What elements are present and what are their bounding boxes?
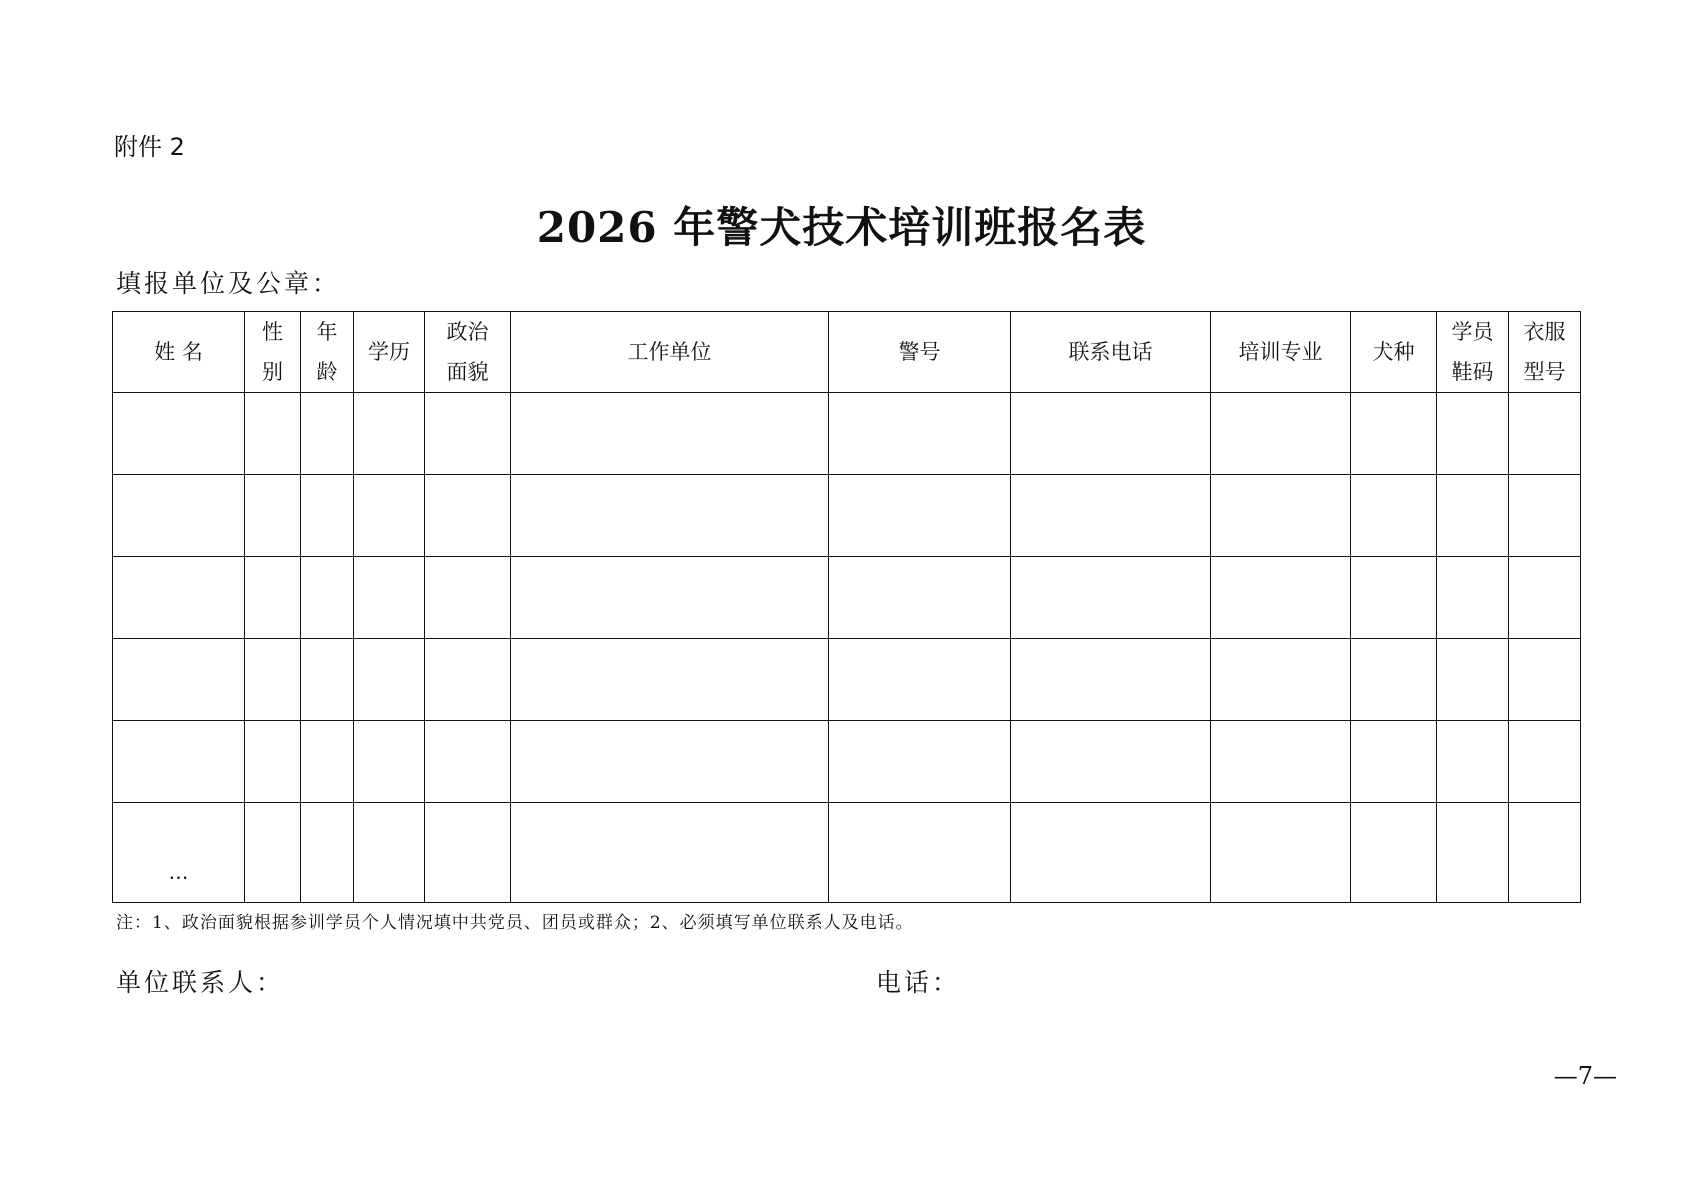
table-cell xyxy=(1351,475,1437,557)
table-cell xyxy=(301,721,354,803)
table-cell xyxy=(511,393,829,475)
table-cell xyxy=(829,803,1011,903)
table-cell xyxy=(113,475,245,557)
table-cell xyxy=(1437,639,1509,721)
table-cell xyxy=(829,639,1011,721)
table-cell xyxy=(1011,639,1211,721)
table-cell xyxy=(1351,721,1437,803)
phone-label: 电话： xyxy=(876,968,961,997)
table-cell xyxy=(1011,393,1211,475)
table-cell xyxy=(1011,557,1211,639)
table-cell xyxy=(425,803,511,903)
table-cell xyxy=(245,721,301,803)
table-cell xyxy=(1509,475,1581,557)
table-cell xyxy=(1509,721,1581,803)
table-cell xyxy=(354,639,425,721)
table-cell xyxy=(1211,475,1351,557)
table-cell xyxy=(425,557,511,639)
table-cell xyxy=(1211,393,1351,475)
table-cell xyxy=(1437,803,1509,903)
table-cell xyxy=(425,639,511,721)
table-cell xyxy=(1211,721,1351,803)
table-cell xyxy=(301,557,354,639)
table-cell xyxy=(245,803,301,903)
table-cell xyxy=(1351,557,1437,639)
page-title: 2026 年警犬技术培训班报名表 xyxy=(536,203,1147,252)
table-cell xyxy=(354,475,425,557)
table-cell xyxy=(354,721,425,803)
table-cell xyxy=(301,475,354,557)
table-row xyxy=(113,475,1581,557)
header-work-unit: 工作单位 xyxy=(511,312,829,393)
table-cell xyxy=(1011,475,1211,557)
registration-table xyxy=(112,311,1581,903)
table-cell xyxy=(425,721,511,803)
table-cell xyxy=(245,393,301,475)
ellipsis-cell: … xyxy=(113,803,245,903)
table-cell xyxy=(1011,721,1211,803)
table-cell xyxy=(113,393,245,475)
table-row xyxy=(113,803,1581,903)
table-cell xyxy=(354,557,425,639)
table-cell xyxy=(301,803,354,903)
header-training-major: 培训专业 xyxy=(1211,312,1351,393)
table-cell xyxy=(1509,639,1581,721)
table-cell xyxy=(1509,803,1581,903)
header-police-number: 警号 xyxy=(829,312,1011,393)
table-row xyxy=(113,557,1581,639)
table-cell xyxy=(301,639,354,721)
contact-person-label: 单位联系人： xyxy=(116,968,285,997)
table-cell xyxy=(511,803,829,903)
table-cell xyxy=(511,475,829,557)
table-cell xyxy=(301,393,354,475)
table-cell xyxy=(511,639,829,721)
table-cell xyxy=(1351,393,1437,475)
header-gender: 性 别 xyxy=(245,312,301,393)
table-cell xyxy=(1437,721,1509,803)
unit-seal-label: 填报单位及公章： xyxy=(116,269,341,298)
table-cell xyxy=(511,557,829,639)
table-cell xyxy=(113,721,245,803)
attachment-label: 附件 2 xyxy=(114,133,185,161)
header-education: 学历 xyxy=(354,312,425,393)
header-age: 年 龄 xyxy=(301,312,354,393)
header-shoe-size: 学员 鞋码 xyxy=(1437,312,1509,393)
table-cell xyxy=(245,557,301,639)
table-cell xyxy=(1509,393,1581,475)
table-cell xyxy=(829,475,1011,557)
table-note: 注：1、政治面貌根据参训学员个人情况填中共党员、团员或群众；2、必须填写单位联系人及电话。 xyxy=(116,913,914,933)
table-cell xyxy=(354,393,425,475)
table-cell xyxy=(1351,639,1437,721)
table-cell xyxy=(1211,557,1351,639)
table-row xyxy=(113,721,1581,803)
header-row xyxy=(113,312,1581,393)
table-cell xyxy=(1437,393,1509,475)
page-number: —7— xyxy=(1553,1062,1617,1090)
table-cell xyxy=(829,393,1011,475)
header-political-status: 政治 面貌 xyxy=(425,312,511,393)
table-cell xyxy=(425,393,511,475)
table-cell xyxy=(354,803,425,903)
table-cell xyxy=(829,557,1011,639)
table-cell xyxy=(829,721,1011,803)
header-clothing-size: 衣服 型号 xyxy=(1509,312,1581,393)
table-cell xyxy=(511,721,829,803)
header-name: 姓 名 xyxy=(113,312,245,393)
table-cell xyxy=(425,475,511,557)
table-cell xyxy=(1437,475,1509,557)
table-cell xyxy=(245,475,301,557)
table-cell xyxy=(1211,803,1351,903)
table-cell xyxy=(1351,803,1437,903)
table-cell xyxy=(1011,803,1211,903)
header-dog-breed: 犬种 xyxy=(1351,312,1437,393)
table-cell xyxy=(1211,639,1351,721)
table-row xyxy=(113,393,1581,475)
table-cell xyxy=(113,639,245,721)
table-cell xyxy=(1437,557,1509,639)
table-row xyxy=(113,639,1581,721)
header-phone: 联系电话 xyxy=(1011,312,1211,393)
table-cell xyxy=(245,639,301,721)
table-cell xyxy=(113,557,245,639)
table-cell xyxy=(1509,557,1581,639)
